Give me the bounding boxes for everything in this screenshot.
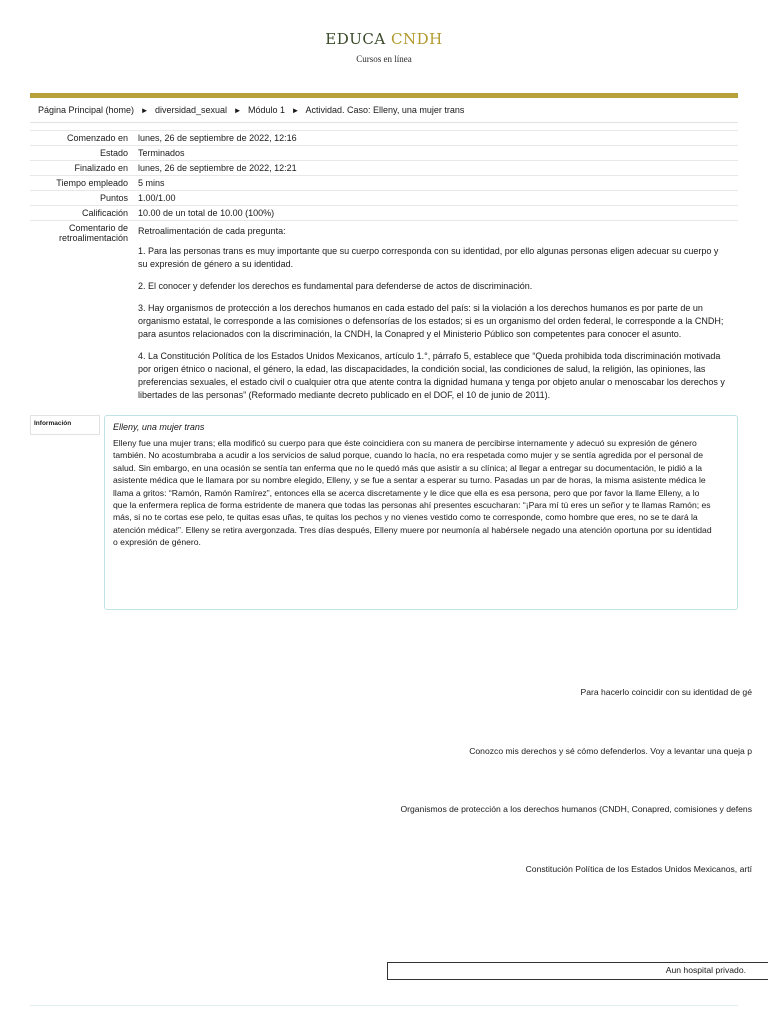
summary-label: Comentario de retroalimentación: [58, 223, 128, 243]
case-text: Elleny fue una mujer trans; ella modificó su cuerpo para que éste coincidiera con su manera de percibirse internamente y adecuó su expresión de género también. No acostumbraba a acudir a los servicios de salud porque, cuando lo hacía, no era respetada como mujer y se sentía agredida por el personal de salud. Sin embargo, en una ocasión se sentía tan enferma que no le quedó más que asistir a su clínica; al llegar a entregar su documentación, le pidió a la asistente médica que le llamara por su nombre elegido, Elleny, y se fue a sentar a esperar su turno. Pasadas un par de horas, la misma asistente médica le llama a gritos: “Ramón, Ramón Ramírez”, entonces ella se acerca discretamente y le dice que ella es esa persona, pero que por favor la llame Elleny, a lo que la enfermera replica de forma estridente de manera que todas las personas ahí presentes escucharan: “¡Para mí tú eres un señor y te llamas Ramón; es más, si no te cortas ese pelo, te quitas esas uñas, te quitas los pechos y no vienes vestido como te corresponde, como hombre que eres, no se te dará la atención médica!”. Elleny se retira avergonzada. Tres días después, Elleny muere por neumonía al habérsele negado una atención oportuna por su identidad o expresión de género.: [113, 438, 712, 548]
breadcrumb-separator-icon: ►: [140, 106, 149, 115]
breadcrumb-separator-icon: ►: [291, 106, 300, 115]
header-divider: [30, 93, 738, 98]
feedback-title: Retroalimentación de cada pregunta:: [138, 226, 286, 236]
feedback-item: 4. La Constitución Política de los Estados Unidos Mexicanos, artículo 1.°, párrafo 5, establece que “Queda prohibida toda discriminación motivada por origen étnico o nacional, el género, la edad, las discapacidades, la condición social, las condiciones de salud, la religión, las opiniones, las preferencias sexuales, el estado civil o cualquier otra que atente contra la dignidad humana y tenga por objeto anular o menoscabar los derechos y libertades de las personas” (Reformado mediante decreto publicado en el DOF, el 10 de junio de 2011).: [138, 351, 725, 400]
question-answer-1[interactable]: Para hacerlo coincidir con su identidad de gé: [580, 687, 752, 697]
summary-row-state: [30, 146, 738, 161]
site-logo[interactable]: [0, 30, 768, 48]
site-header: [0, 30, 768, 64]
breadcrumb-module[interactable]: Módulo 1: [248, 105, 286, 115]
feedback-content: [134, 221, 738, 414]
summary-label: Tiempo empleado: [56, 178, 128, 188]
breadcrumb-divider: [30, 122, 738, 123]
next-section-divider: [30, 1005, 738, 1006]
breadcrumb-separator-icon: ►: [233, 106, 242, 115]
question-answer-2[interactable]: Conozco mis derechos y sé cómo defenderlos. Voy a levantar una queja p: [469, 746, 752, 756]
summary-value: 10.00 de un total de 10.00 (100%): [138, 208, 275, 218]
attempt-summary-table: [30, 130, 738, 413]
summary-value: lunes, 26 de septiembre de 2022, 12:16: [138, 133, 297, 143]
summary-label: Calificación: [81, 208, 128, 218]
summary-label: Comenzado en: [66, 133, 128, 143]
summary-value: Terminados: [138, 148, 185, 158]
info-label: Información: [30, 415, 100, 435]
answer-select-box[interactable]: Aun hospital privado.: [387, 962, 768, 980]
feedback-item: 2. El conocer y defender los derechos es fundamental para defenderse de actos de discriminación.: [138, 281, 533, 291]
breadcrumb-activity[interactable]: Actividad. Caso: Elleny, una mujer trans: [305, 105, 465, 115]
breadcrumb: [38, 105, 464, 115]
feedback-item: 1. Para las personas trans es muy importante que su cuerpo corresponda con su identidad, por ello algunas personas eligen adecuar su cuerpo y su expresión de género a su identidad.: [138, 246, 719, 269]
summary-row-grade: [30, 206, 738, 221]
breadcrumb-course[interactable]: diversidad_sexual: [155, 105, 228, 115]
summary-value: 5 mins: [138, 178, 165, 188]
summary-row-finished: [30, 161, 738, 176]
summary-row-started: [30, 131, 738, 146]
summary-label: Puntos: [99, 193, 128, 203]
breadcrumb-home[interactable]: Página Principal (home): [38, 105, 135, 115]
summary-label: Estado: [99, 148, 128, 158]
question-answer-4[interactable]: Constitución Política de los Estados Unidos Mexicanos, artí: [525, 864, 752, 874]
summary-row-time: [30, 176, 738, 191]
site-subtitle: Cursos en línea: [356, 54, 412, 64]
summary-label: Finalizado en: [74, 163, 128, 173]
feedback-item: 3. Hay organismos de protección a los derechos humanos en cada estado del país: si la violación a los derechos humanos es por parte de un organismo estatal, le corresponde a las comisiones o defensorías de los estados; si es un organismo del orden federal, le corresponde a la CNDH; para asuntos relacionados con la discriminación, la CNDH, la Conapred y el Ministerio Público son competentes para conocer el asunto.: [138, 303, 724, 339]
logo-main-text: EDUCA: [325, 30, 386, 48]
logo-accent-text: CNDH: [391, 30, 443, 48]
info-case-box: [104, 415, 738, 610]
summary-row-feedback: [30, 221, 738, 414]
summary-value: 1.00/1.00: [138, 193, 176, 203]
summary-row-points: [30, 191, 738, 206]
case-title: Elleny, una mujer trans: [113, 422, 205, 432]
question-answer-3[interactable]: Organismos de protección a los derechos humanos (CNDH, Conapred, comisiones y defens: [400, 804, 752, 814]
summary-value: lunes, 26 de septiembre de 2022, 12:21: [138, 163, 297, 173]
